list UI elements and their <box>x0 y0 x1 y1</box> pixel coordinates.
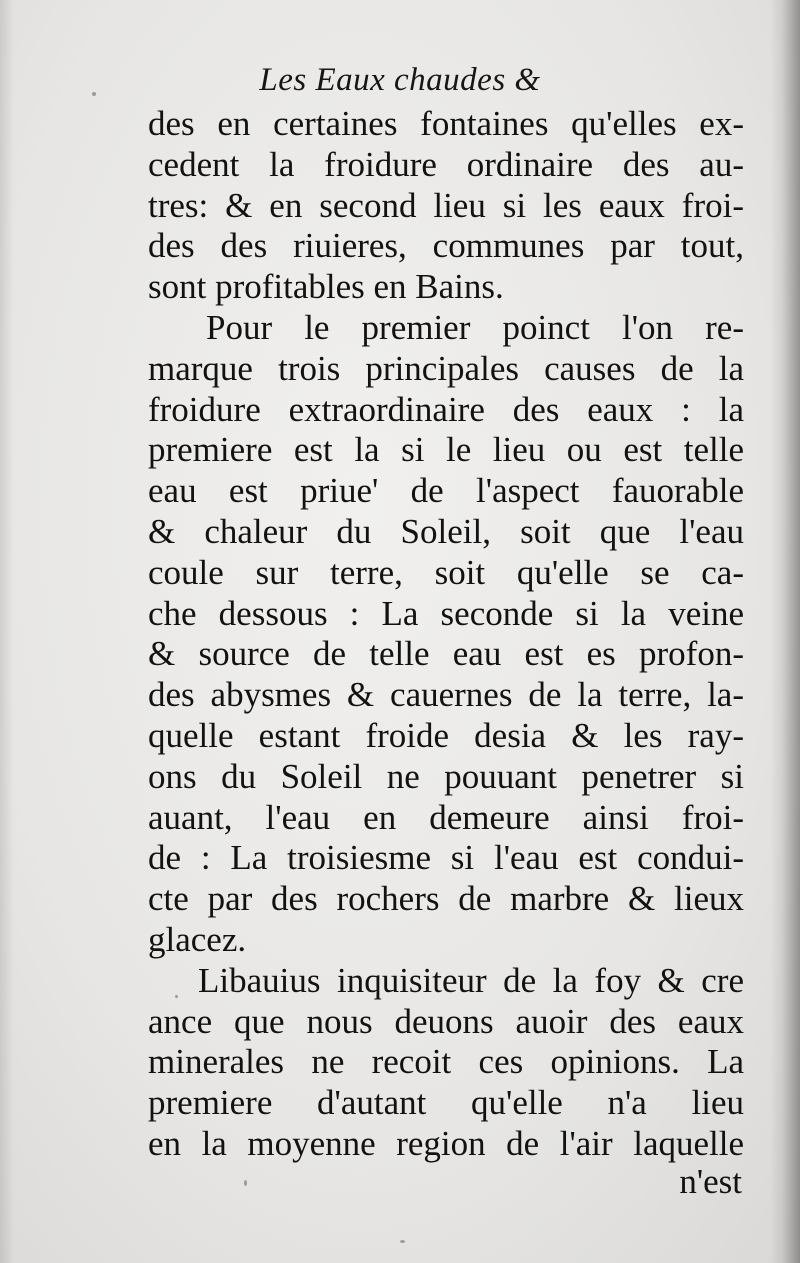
text-line: auant, l'eau en demeure ainsi froi- <box>148 797 744 837</box>
text-line: minerales ne recoit ces opinions. La <box>148 1042 744 1082</box>
text-line: de : La troisiesme si l'eau est condui- <box>148 838 744 878</box>
text-line: eau est priue' de l'aspect fauorable <box>148 471 744 511</box>
body-text <box>148 104 744 1165</box>
page-edge-shadow-right <box>770 0 800 1263</box>
running-head: Les Eaux chaudes & <box>259 62 541 98</box>
text-line: en la moyenne region de l'air laquelle <box>148 1123 744 1163</box>
text-line: tres: & en second lieu si les eaux froi- <box>148 185 744 225</box>
text-line: che dessous : La seconde si la veine <box>148 593 744 633</box>
text-line: ance que nous deuons auoir des eaux <box>148 1001 744 1041</box>
text-line: Pour le premier poinct l'on re- <box>206 307 744 347</box>
text-line: Libauius inquisiteur de la foy & cre <box>198 960 744 1000</box>
text-line: coule sur terre, soit qu'elle se ca- <box>148 552 744 592</box>
paper-speck <box>244 1180 247 1186</box>
text-line: des en certaines fontaines qu'elles ex- <box>148 104 744 143</box>
page-gutter-shadow-left <box>0 0 14 1263</box>
text-line: cte par des rochers de marbre & lieux <box>148 879 744 919</box>
paper-speck <box>175 995 178 998</box>
paper-speck <box>92 92 96 96</box>
text-line: premiere d'autant qu'elle n'a lieu <box>148 1083 744 1123</box>
text-line: des abysmes & cauernes de la terre, la- <box>148 675 744 715</box>
text-line: ons du Soleil ne pouuant penetrer si <box>148 756 744 796</box>
text-line: & source de telle eau est es profon- <box>148 634 744 674</box>
text-line: & chaleur du Soleil, soit que l'eau <box>148 511 744 551</box>
catchword: n'est <box>679 1162 742 1201</box>
paper-speck <box>400 1240 405 1243</box>
text-line: glacez. <box>148 919 247 959</box>
text-line: froidure extraordinaire des eaux : la <box>148 389 744 429</box>
text-line: premiere est la si le lieu ou est telle <box>148 430 744 470</box>
text-line: sont profitables en Bains. <box>148 267 504 307</box>
text-line: des des riuieres, communes par tout, <box>148 226 744 266</box>
text-line: cedent la froidure ordinaire des au- <box>148 144 744 184</box>
text-line: marque trois principales causes de la <box>148 348 744 388</box>
text-line: quelle estant froide desia & les ray- <box>148 715 744 755</box>
